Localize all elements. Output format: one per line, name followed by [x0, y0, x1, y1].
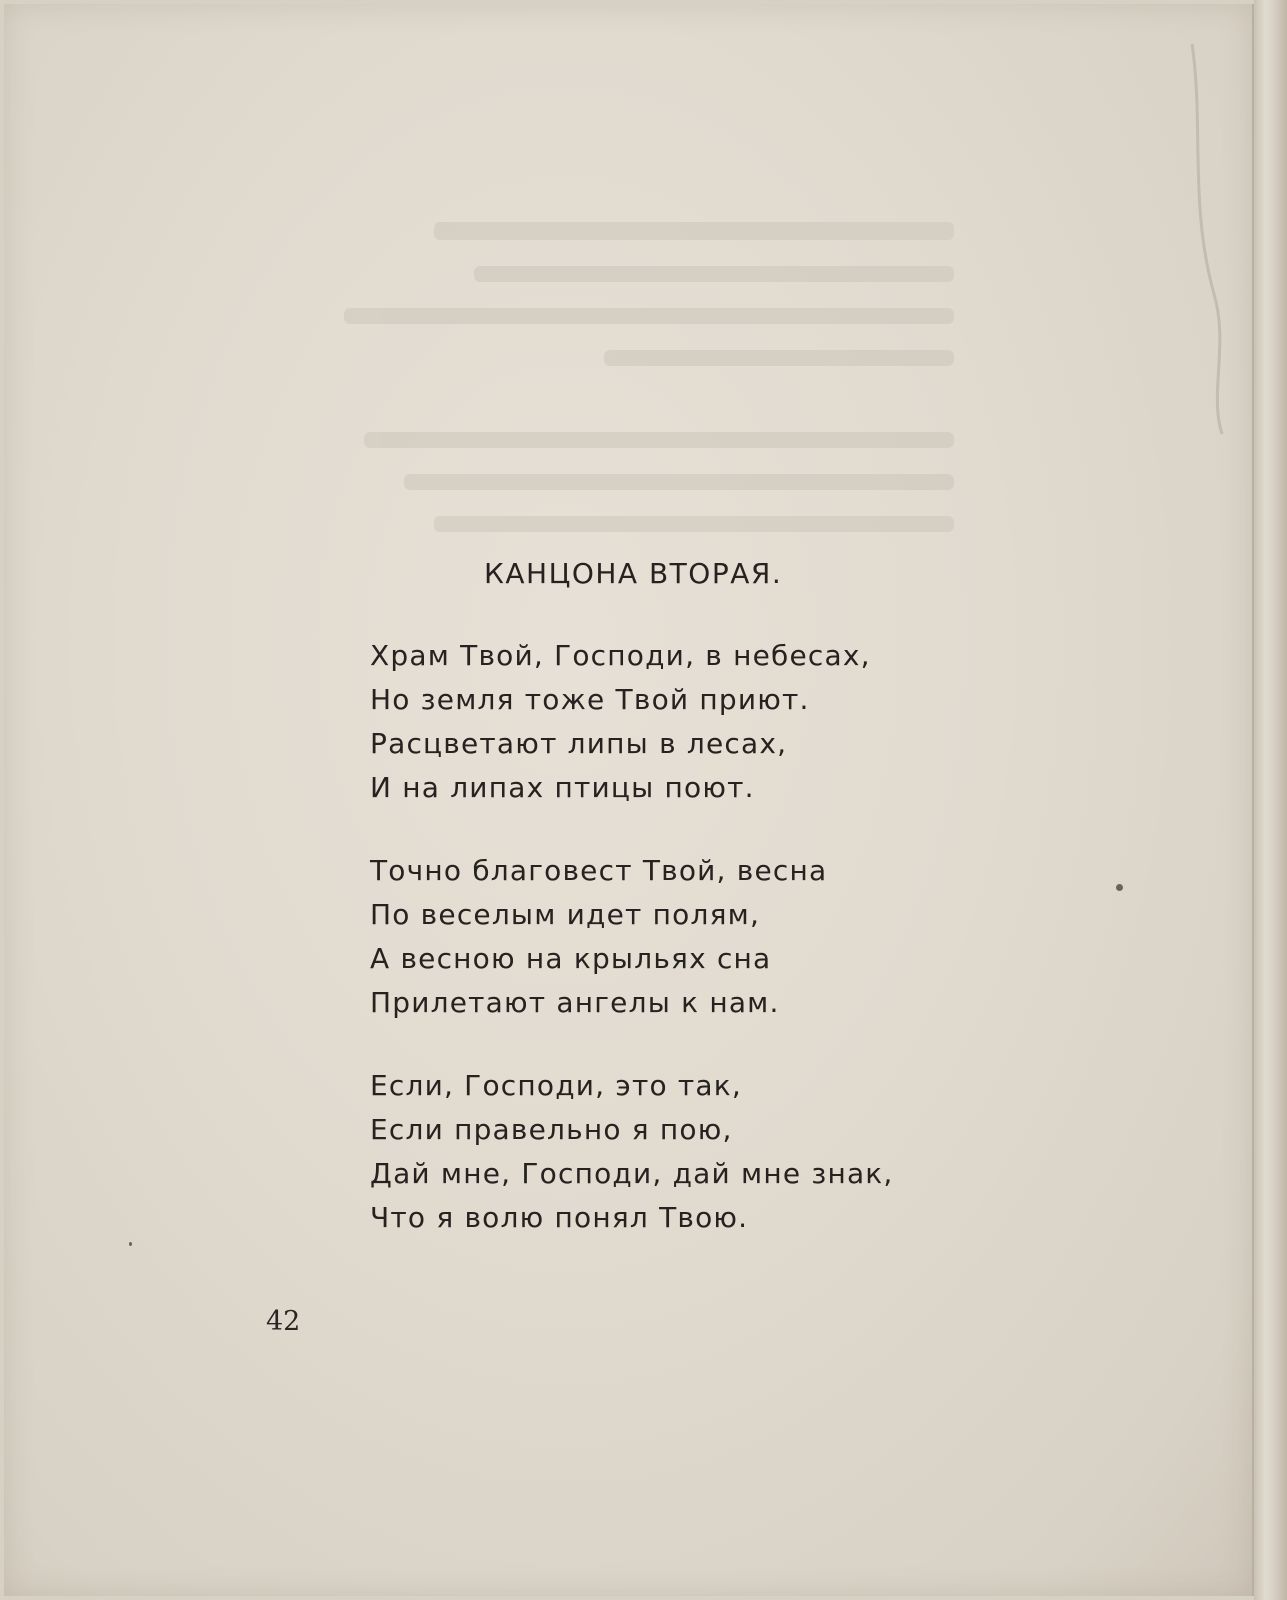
- verse-line: Что я волю понял Твою.: [370, 1201, 749, 1234]
- paper-speck: [129, 1242, 132, 1246]
- verse-line: Точно благовест Твой, весна: [370, 854, 828, 887]
- poem-title: КАНЦОНА ВТОРАЯ.: [484, 557, 783, 590]
- next-page-edge: [1254, 0, 1287, 1600]
- verse-line: Если правельно я пою,: [370, 1113, 733, 1146]
- book-page: [4, 4, 1254, 1596]
- stanza-2: [370, 849, 827, 1025]
- stanza-1: [370, 634, 871, 810]
- verse-line: Дай мне, Господи, дай мне знак,: [370, 1157, 894, 1190]
- verse-line: Храм Твой, Господи, в небесах,: [370, 639, 871, 672]
- page-number: 42: [266, 1306, 301, 1337]
- stanza-3: [370, 1064, 894, 1240]
- verse-line: Расцветают липы в лесах,: [370, 727, 788, 760]
- verse-line: Прилетают ангелы к нам.: [370, 986, 780, 1019]
- verse-line: По веселым идет полям,: [370, 898, 761, 931]
- poem: [4, 4, 1252, 1596]
- verse-line: Но земля тоже Твой приют.: [370, 683, 810, 716]
- paper-speck: [1116, 884, 1123, 891]
- verse-line: Если, Господи, это так,: [370, 1069, 742, 1102]
- verse-line: А весною на крыльях сна: [370, 942, 772, 975]
- verse-line: И на липах птицы поют.: [370, 771, 755, 804]
